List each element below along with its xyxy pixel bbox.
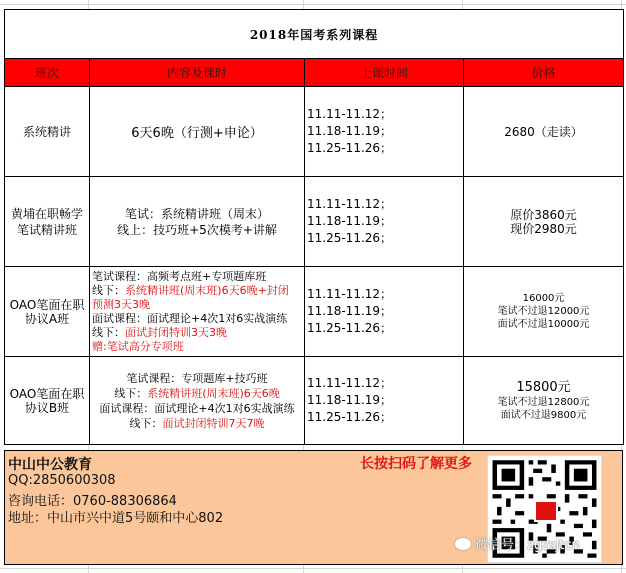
content-line: 笔试：系统精讲班（周末） [124, 206, 269, 221]
header-cell: 价格 [464, 59, 624, 87]
class-name-line: OAO笔面在职 [9, 297, 85, 312]
content-highlight: 系统精讲班(周末班)6天6晚+封闭 [125, 283, 289, 297]
header-cell: 内容及课时 [90, 59, 305, 87]
content-line [90, 371, 304, 386]
class-name-line: 协议B班 [24, 400, 70, 415]
scan-prompt: 长按扫码了解更多 [360, 456, 472, 472]
price-cell [464, 87, 624, 177]
watermark-text: 微信号：zgzsjtcn [475, 538, 580, 553]
price-line: 16000元 [522, 293, 565, 304]
time-line: 11.25-11.26； [307, 231, 393, 245]
company-name: 中山中公教育 [8, 457, 92, 473]
content-line: 6天6晚（行测+申论） [131, 126, 263, 141]
price-line: 笔试不过退12800元 [497, 397, 590, 408]
content-cell [90, 87, 305, 177]
time-line: 11.11-11.12； [307, 197, 393, 211]
content-text: 线下： [92, 283, 125, 297]
wechat-watermark [455, 534, 580, 553]
time-line: 11.18-11.19； [307, 214, 393, 228]
header-cell: 上课时间 [305, 59, 464, 87]
address: 地址：中山市兴中道5号颐和中心802 [8, 511, 224, 526]
course-table [4, 9, 624, 445]
time-line: 11.25-11.26； [307, 321, 393, 335]
price-cell [464, 267, 624, 357]
class-name-line: 黄埔在职畅学 [10, 206, 83, 221]
time-line: 11.25-11.26； [307, 410, 393, 424]
content-text: 面试课程：面试理论+4次1对6实战演练 [92, 311, 288, 325]
class-name-line: 协议A班 [24, 311, 70, 326]
time-line: 11.18-11.19； [307, 393, 393, 407]
class-name-line: 笔试精讲班 [16, 222, 77, 237]
header-row [5, 59, 624, 87]
table-row [5, 357, 624, 445]
content-line [90, 386, 304, 401]
content-line [92, 326, 304, 340]
price-line: 原价3860元 [510, 207, 577, 222]
content-text: 笔试课程：专项题库+技巧班 [126, 371, 268, 385]
content-line [92, 270, 304, 284]
page-title: 2018年国考系列课程 [5, 10, 624, 59]
time-line: 11.11-11.12； [307, 287, 393, 301]
content-text: 线下： [129, 416, 163, 430]
content-line [90, 401, 304, 416]
time-line: 11.11-11.12； [307, 107, 393, 121]
time-line: 11.11-11.12； [307, 376, 393, 390]
class-cell [5, 357, 90, 445]
content-text: 面试课程：面试理论+4次1对6实战演练 [99, 401, 295, 415]
class-name-line: OAO笔面在职 [9, 386, 85, 401]
content-cell [90, 177, 305, 267]
table-row [5, 267, 624, 357]
content-highlight: 面试封闭特训7天7晚 [162, 416, 265, 430]
time-line: 11.18-11.19； [307, 304, 393, 318]
class-cell [5, 267, 90, 357]
brand-logo-icon [534, 500, 558, 522]
price-line: 15800元 [516, 380, 571, 395]
time-cell [305, 357, 464, 445]
time-line: 11.18-11.19； [307, 124, 393, 138]
content-highlight: 预测3天3晚 [92, 297, 150, 311]
class-cell [5, 177, 90, 267]
price-cell [464, 177, 624, 267]
content-line: 线上：技巧班+5次模考+讲解 [117, 222, 277, 237]
time-cell [305, 87, 464, 177]
qq-number: QQ:2850600308 [8, 473, 116, 488]
class-name-line: 系统精讲 [22, 125, 71, 139]
wechat-icon [455, 538, 471, 550]
content-line [92, 312, 304, 326]
phone-number: 咨询电话：0760-88306864 [8, 494, 177, 509]
content-line [92, 298, 304, 312]
time-line: 11.25-11.26； [307, 141, 393, 155]
content-text: 线下： [92, 325, 125, 339]
header-cell: 班次 [5, 59, 90, 87]
grid-line [0, 568, 626, 569]
class-cell [5, 87, 90, 177]
table-row [5, 177, 624, 267]
content-cell [90, 357, 305, 445]
price-line: 面试不过退10000元 [497, 319, 590, 330]
content-text: 笔试课程：高频考点班+专项题库班 [92, 269, 267, 283]
price-line: 面试不过退9800元 [500, 410, 587, 421]
time-cell [305, 267, 464, 357]
content-line [92, 340, 304, 354]
content-line [92, 284, 304, 298]
price-line: 2680（走读） [504, 125, 583, 139]
price-cell [464, 357, 624, 445]
content-text: 线下： [114, 386, 148, 400]
content-cell [90, 267, 305, 357]
content-highlight: 系统精讲班(周末班)6天6晚 [147, 386, 280, 400]
content-highlight: 赠:笔试高分专项班 [92, 339, 184, 353]
content-line [90, 416, 304, 431]
price-line: 笔试不过退12000元 [497, 306, 590, 317]
time-cell [305, 177, 464, 267]
grid-line [0, 4, 626, 5]
content-highlight: 面试封闭特训3天3晚 [125, 325, 227, 339]
price-line: 现价2980元 [510, 221, 577, 236]
table-row [5, 87, 624, 177]
